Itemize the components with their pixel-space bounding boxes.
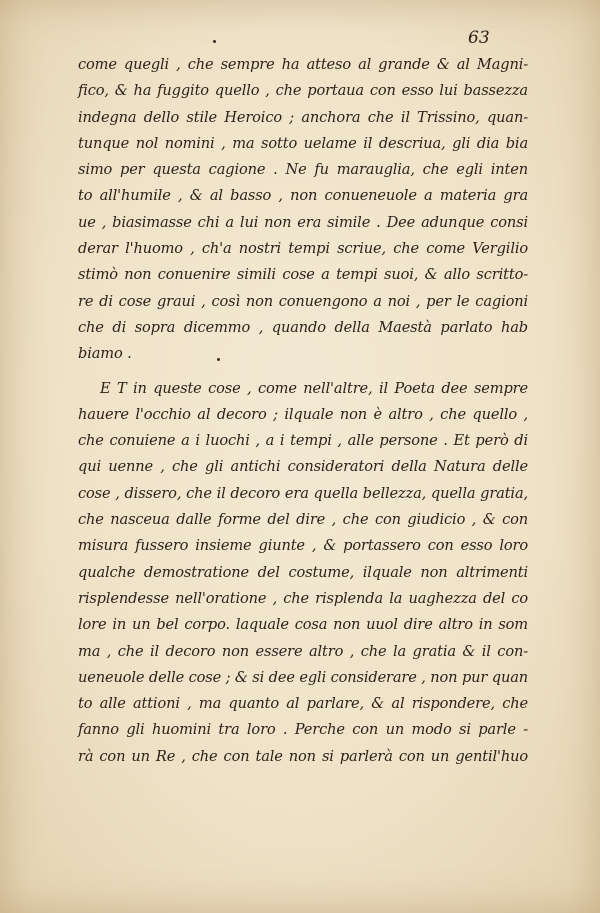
paragraph-2 bbox=[78, 376, 528, 770]
text-line: indegna dello stile Heroico ; anchora che il Trissino, quan- bbox=[78, 108, 528, 126]
ink-speck bbox=[213, 40, 216, 43]
text-line: qualche demostratione del costume, ilquale non altrimenti bbox=[78, 563, 528, 581]
text-line: simo per questa cagione . Ne fu marauglia, che egli inten bbox=[78, 161, 528, 179]
text-line: derar l'huomo , ch'a nostri tempi scriue, che come Vergilio bbox=[78, 240, 528, 258]
text-line: cose , dissero, che il decoro era quella bellezza, quella gratia, bbox=[78, 484, 528, 502]
text-line: risplendesse nell'oratione , che risplenda la uaghezza del co bbox=[78, 589, 528, 607]
text-line: ueneuole delle cose ; & si dee egli considerare , non pur quan bbox=[78, 668, 528, 686]
text-line: biamo . bbox=[78, 345, 132, 363]
text-line: che conuiene a i luochi , a i tempi , alle persone . Et però di bbox=[78, 432, 528, 450]
body-text bbox=[78, 52, 528, 770]
text-line: ma , che il decoro non essere altro , che la gratia & il con- bbox=[78, 642, 528, 660]
text-line: ue , biasimasse chi a lui non era simile . Dee adunque consi bbox=[78, 213, 528, 231]
paragraph-gap bbox=[78, 368, 528, 376]
text-line: hauere l'occhio al decoro ; ilquale non è altro , che quello , bbox=[78, 405, 528, 423]
text-line: come quegli , che sempre ha atteso al grande & al Magni- bbox=[78, 56, 528, 73]
text-line: qui uenne , che gli antichi consideratori della Natura delle bbox=[78, 458, 528, 476]
text-line: fanno gli huomini tra loro . Perche con un modo si parle - bbox=[78, 721, 528, 739]
text-line: tunque nol nomini , ma sotto uelame il descriua, gli dia bia bbox=[78, 134, 528, 152]
text-line: to alle attioni , ma quanto al parlare, & al rispondere, che bbox=[78, 695, 528, 713]
text-line: E T in queste cose , come nell'altre, il Poeta dee sempre bbox=[100, 379, 528, 397]
paragraph-1 bbox=[78, 52, 528, 368]
text-line: che nasceua dalle forme del dire , che con giudicio , & con bbox=[78, 511, 528, 529]
text-line: re di cose graui , così non conuengono a noi , per le cagioni bbox=[78, 292, 528, 310]
text-line: fico, & ha fuggito quello , che portaua con esso lui bassezza bbox=[78, 82, 528, 100]
text-line: che di sopra dicemmo , quando della Maestà parlato hab bbox=[78, 318, 528, 336]
text-line: lore in un bel corpo. laquale cosa non uuol dire altro in som bbox=[78, 616, 528, 634]
text-line: stimò non conuenire simili cose a tempi suoi, & allo scritto- bbox=[78, 266, 528, 284]
text-line: to all'humile , & al basso , non conueneuole a materia gra bbox=[78, 187, 528, 205]
text-line: rà con un Re , che con tale non si parlerà con un gentil'huo bbox=[78, 747, 528, 765]
text-line: misura fussero insieme giunte , & portassero con esso loro bbox=[78, 537, 528, 555]
page-number: 63 bbox=[468, 28, 490, 48]
